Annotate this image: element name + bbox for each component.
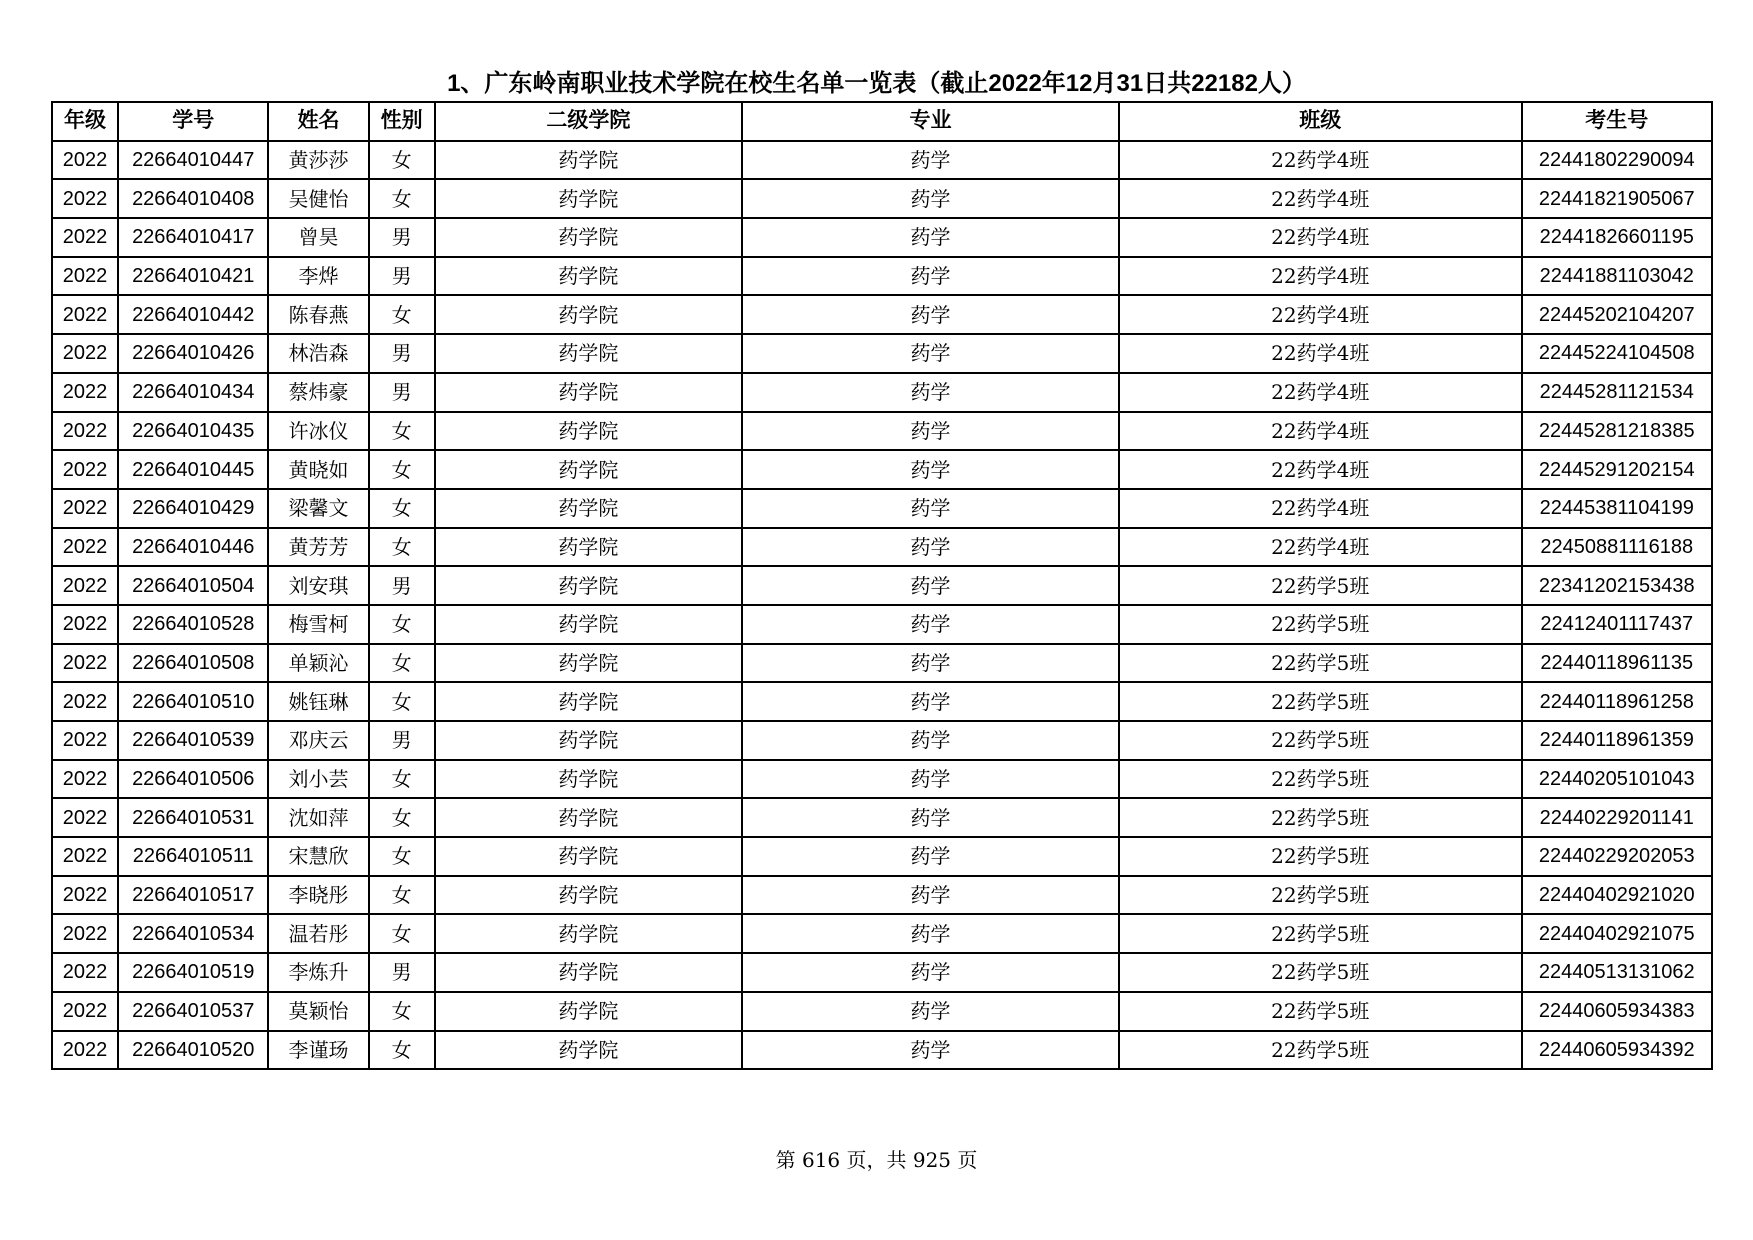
- table-row: [52, 1031, 1712, 1070]
- grade-cell: 2022: [52, 179, 118, 218]
- class-cell: 22药学5班: [1119, 837, 1522, 876]
- grade-cell: 2022: [52, 1031, 118, 1070]
- table-row: [52, 218, 1712, 257]
- gender-cell: 女: [369, 295, 435, 334]
- class-cell: 22药学5班: [1119, 682, 1522, 721]
- name-cell: 曾昊: [268, 218, 368, 257]
- gender-cell: 女: [369, 760, 435, 799]
- class-cell: 22药学5班: [1119, 721, 1522, 760]
- name-cell: 莫颖怡: [268, 992, 368, 1031]
- gender-cell: 男: [369, 218, 435, 257]
- gender-cell: 女: [369, 1031, 435, 1070]
- header-name: 姓名: [268, 102, 368, 141]
- exam-id-cell: 22445281218385: [1522, 412, 1712, 451]
- grade-cell: 2022: [52, 450, 118, 489]
- grade-cell: 2022: [52, 876, 118, 915]
- student-id-cell: 22664010426: [118, 334, 268, 373]
- class-cell: 22药学4班: [1119, 373, 1522, 412]
- exam-id-cell: 22445381104199: [1522, 489, 1712, 528]
- student-id-cell: 22664010435: [118, 412, 268, 451]
- table-row: [52, 179, 1712, 218]
- table-row: [52, 450, 1712, 489]
- header-major: 专业: [742, 102, 1119, 141]
- major-cell: 药学: [742, 528, 1119, 567]
- class-cell: 22药学5班: [1119, 992, 1522, 1031]
- name-cell: 刘小芸: [268, 760, 368, 799]
- major-cell: 药学: [742, 876, 1119, 915]
- exam-id-cell: 22441826601195: [1522, 218, 1712, 257]
- table-row: [52, 914, 1712, 953]
- name-cell: 李晓彤: [268, 876, 368, 915]
- class-cell: 22药学4班: [1119, 295, 1522, 334]
- college-cell: 药学院: [435, 953, 743, 992]
- gender-cell: 女: [369, 179, 435, 218]
- gender-cell: 女: [369, 682, 435, 721]
- college-cell: 药学院: [435, 412, 743, 451]
- exam-id-cell: 22445291202154: [1522, 450, 1712, 489]
- exam-id-cell: 22445281121534: [1522, 373, 1712, 412]
- table-row: [52, 295, 1712, 334]
- table-row: [52, 334, 1712, 373]
- exam-id-cell: 22450881116188: [1522, 528, 1712, 567]
- table-row: [52, 566, 1712, 605]
- student-id-cell: 22664010417: [118, 218, 268, 257]
- exam-id-cell: 22440205101043: [1522, 760, 1712, 799]
- gender-cell: 女: [369, 605, 435, 644]
- exam-id-cell: 22412401117437: [1522, 605, 1712, 644]
- exam-id-cell: 22440402921020: [1522, 876, 1712, 915]
- college-cell: 药学院: [435, 566, 743, 605]
- gender-cell: 女: [369, 528, 435, 567]
- major-cell: 药学: [742, 566, 1119, 605]
- college-cell: 药学院: [435, 837, 743, 876]
- grade-cell: 2022: [52, 798, 118, 837]
- major-cell: 药学: [742, 141, 1119, 180]
- grade-cell: 2022: [52, 257, 118, 296]
- gender-cell: 男: [369, 373, 435, 412]
- student-id-cell: 22664010520: [118, 1031, 268, 1070]
- major-cell: 药学: [742, 489, 1119, 528]
- major-cell: 药学: [742, 450, 1119, 489]
- table-row: [52, 141, 1712, 180]
- name-cell: 邓庆云: [268, 721, 368, 760]
- name-cell: 梅雪柯: [268, 605, 368, 644]
- gender-cell: 女: [369, 450, 435, 489]
- table-row: [52, 837, 1712, 876]
- name-cell: 单颖沁: [268, 644, 368, 683]
- student-id-cell: 22664010434: [118, 373, 268, 412]
- class-cell: 22药学5班: [1119, 953, 1522, 992]
- grade-cell: 2022: [52, 721, 118, 760]
- name-cell: 李谨玚: [268, 1031, 368, 1070]
- student-id-cell: 22664010539: [118, 721, 268, 760]
- page-footer: 第 616 页，共 925 页: [775, 1148, 978, 1172]
- exam-id-cell: 22440402921075: [1522, 914, 1712, 953]
- exam-id-cell: 22440118961135: [1522, 644, 1712, 683]
- name-cell: 温若彤: [268, 914, 368, 953]
- class-cell: 22药学4班: [1119, 528, 1522, 567]
- gender-cell: 男: [369, 334, 435, 373]
- name-cell: 吴健怡: [268, 179, 368, 218]
- major-cell: 药学: [742, 953, 1119, 992]
- grade-cell: 2022: [52, 760, 118, 799]
- class-cell: 22药学4班: [1119, 450, 1522, 489]
- exam-id-cell: 22440605934392: [1522, 1031, 1712, 1070]
- table-row: [52, 528, 1712, 567]
- table-row: [52, 257, 1712, 296]
- table-row: [52, 682, 1712, 721]
- class-cell: 22药学5班: [1119, 1031, 1522, 1070]
- class-cell: 22药学5班: [1119, 798, 1522, 837]
- header-class: 班级: [1119, 102, 1522, 141]
- grade-cell: 2022: [52, 373, 118, 412]
- college-cell: 药学院: [435, 489, 743, 528]
- header-grade: 年级: [52, 102, 118, 141]
- grade-cell: 2022: [52, 953, 118, 992]
- class-cell: 22药学5班: [1119, 644, 1522, 683]
- exam-id-cell: 22440605934383: [1522, 992, 1712, 1031]
- name-cell: 黄晓如: [268, 450, 368, 489]
- exam-id-cell: 22445202104207: [1522, 295, 1712, 334]
- class-cell: 22药学5班: [1119, 760, 1522, 799]
- header-exam-id: 考生号: [1522, 102, 1712, 141]
- table-row: [52, 953, 1712, 992]
- college-cell: 药学院: [435, 295, 743, 334]
- exam-id-cell: 22440229202053: [1522, 837, 1712, 876]
- student-id-cell: 22664010446: [118, 528, 268, 567]
- student-id-cell: 22664010508: [118, 644, 268, 683]
- grade-cell: 2022: [52, 528, 118, 567]
- student-id-cell: 22664010445: [118, 450, 268, 489]
- major-cell: 药学: [742, 837, 1119, 876]
- gender-cell: 女: [369, 412, 435, 451]
- major-cell: 药学: [742, 295, 1119, 334]
- gender-cell: 男: [369, 953, 435, 992]
- student-id-cell: 22664010537: [118, 992, 268, 1031]
- grade-cell: 2022: [52, 644, 118, 683]
- class-cell: 22药学4班: [1119, 141, 1522, 180]
- grade-cell: 2022: [52, 914, 118, 953]
- name-cell: 李烨: [268, 257, 368, 296]
- major-cell: 药学: [742, 914, 1119, 953]
- exam-id-cell: 22341202153438: [1522, 566, 1712, 605]
- header-student-id: 学号: [118, 102, 268, 141]
- grade-cell: 2022: [52, 992, 118, 1031]
- student-id-cell: 22664010429: [118, 489, 268, 528]
- student-id-cell: 22664010421: [118, 257, 268, 296]
- exam-id-cell: 22441821905067: [1522, 179, 1712, 218]
- gender-cell: 女: [369, 876, 435, 915]
- student-id-cell: 22664010519: [118, 953, 268, 992]
- header-gender: 性别: [369, 102, 435, 141]
- grade-cell: 2022: [52, 605, 118, 644]
- grade-cell: 2022: [52, 489, 118, 528]
- grade-cell: 2022: [52, 141, 118, 180]
- college-cell: 药学院: [435, 334, 743, 373]
- gender-cell: 女: [369, 141, 435, 180]
- name-cell: 刘安琪: [268, 566, 368, 605]
- student-id-cell: 22664010531: [118, 798, 268, 837]
- student-id-cell: 22664010511: [118, 837, 268, 876]
- class-cell: 22药学4班: [1119, 489, 1522, 528]
- name-cell: 林浩森: [268, 334, 368, 373]
- student-id-cell: 22664010408: [118, 179, 268, 218]
- major-cell: 药学: [742, 257, 1119, 296]
- table-row: [52, 605, 1712, 644]
- college-cell: 药学院: [435, 218, 743, 257]
- college-cell: 药学院: [435, 721, 743, 760]
- table-row: [52, 798, 1712, 837]
- table-row: [52, 992, 1712, 1031]
- college-cell: 药学院: [435, 373, 743, 412]
- student-id-cell: 22664010504: [118, 566, 268, 605]
- major-cell: 药学: [742, 1031, 1119, 1070]
- college-cell: 药学院: [435, 644, 743, 683]
- college-cell: 药学院: [435, 179, 743, 218]
- table-row: [52, 721, 1712, 760]
- student-id-cell: 22664010442: [118, 295, 268, 334]
- table-header-row: [52, 102, 1712, 141]
- table-body: [52, 141, 1712, 1070]
- student-id-cell: 22664010534: [118, 914, 268, 953]
- gender-cell: 女: [369, 798, 435, 837]
- exam-id-cell: 22440229201141: [1522, 798, 1712, 837]
- gender-cell: 男: [369, 257, 435, 296]
- exam-id-cell: 22440118961359: [1522, 721, 1712, 760]
- grade-cell: 2022: [52, 412, 118, 451]
- name-cell: 李炼升: [268, 953, 368, 992]
- gender-cell: 女: [369, 489, 435, 528]
- grade-cell: 2022: [52, 566, 118, 605]
- page-title: 1、广东岭南职业技术学院在校生名单一览表（截止2022年12月31日共22182人）: [447, 70, 1306, 97]
- college-cell: 药学院: [435, 450, 743, 489]
- college-cell: 药学院: [435, 141, 743, 180]
- gender-cell: 男: [369, 566, 435, 605]
- college-cell: 药学院: [435, 528, 743, 567]
- grade-cell: 2022: [52, 837, 118, 876]
- name-cell: 沈如萍: [268, 798, 368, 837]
- major-cell: 药学: [742, 682, 1119, 721]
- college-cell: 药学院: [435, 682, 743, 721]
- major-cell: 药学: [742, 218, 1119, 257]
- class-cell: 22药学5班: [1119, 914, 1522, 953]
- major-cell: 药学: [742, 412, 1119, 451]
- student-id-cell: 22664010506: [118, 760, 268, 799]
- class-cell: 22药学4班: [1119, 218, 1522, 257]
- major-cell: 药学: [742, 373, 1119, 412]
- table-row: [52, 876, 1712, 915]
- class-cell: 22药学4班: [1119, 334, 1522, 373]
- gender-cell: 女: [369, 992, 435, 1031]
- gender-cell: 女: [369, 914, 435, 953]
- table-row: [52, 760, 1712, 799]
- class-cell: 22药学5班: [1119, 605, 1522, 644]
- name-cell: 黄芳芳: [268, 528, 368, 567]
- college-cell: 药学院: [435, 914, 743, 953]
- exam-id-cell: 22440513131062: [1522, 953, 1712, 992]
- college-cell: 药学院: [435, 876, 743, 915]
- class-cell: 22药学4班: [1119, 257, 1522, 296]
- college-cell: 药学院: [435, 798, 743, 837]
- class-cell: 22药学5班: [1119, 876, 1522, 915]
- name-cell: 许冰仪: [268, 412, 368, 451]
- college-cell: 药学院: [435, 257, 743, 296]
- table-row: [52, 644, 1712, 683]
- major-cell: 药学: [742, 605, 1119, 644]
- major-cell: 药学: [742, 179, 1119, 218]
- exam-id-cell: 22441881103042: [1522, 257, 1712, 296]
- major-cell: 药学: [742, 334, 1119, 373]
- grade-cell: 2022: [52, 682, 118, 721]
- major-cell: 药学: [742, 992, 1119, 1031]
- class-cell: 22药学4班: [1119, 412, 1522, 451]
- table-row: [52, 373, 1712, 412]
- gender-cell: 男: [369, 721, 435, 760]
- grade-cell: 2022: [52, 218, 118, 257]
- name-cell: 蔡炜豪: [268, 373, 368, 412]
- student-table: [51, 101, 1713, 1070]
- name-cell: 梁馨文: [268, 489, 368, 528]
- name-cell: 陈春燕: [268, 295, 368, 334]
- student-id-cell: 22664010528: [118, 605, 268, 644]
- name-cell: 姚钰琳: [268, 682, 368, 721]
- grade-cell: 2022: [52, 334, 118, 373]
- college-cell: 药学院: [435, 1031, 743, 1070]
- header-college: 二级学院: [435, 102, 743, 141]
- major-cell: 药学: [742, 760, 1119, 799]
- student-id-cell: 22664010510: [118, 682, 268, 721]
- exam-id-cell: 22440118961258: [1522, 682, 1712, 721]
- grade-cell: 2022: [52, 295, 118, 334]
- major-cell: 药学: [742, 644, 1119, 683]
- name-cell: 黄莎莎: [268, 141, 368, 180]
- gender-cell: 女: [369, 644, 435, 683]
- class-cell: 22药学5班: [1119, 566, 1522, 605]
- college-cell: 药学院: [435, 992, 743, 1031]
- exam-id-cell: 22445224104508: [1522, 334, 1712, 373]
- college-cell: 药学院: [435, 605, 743, 644]
- student-id-cell: 22664010447: [118, 141, 268, 180]
- gender-cell: 女: [369, 837, 435, 876]
- class-cell: 22药学4班: [1119, 179, 1522, 218]
- major-cell: 药学: [742, 798, 1119, 837]
- student-id-cell: 22664010517: [118, 876, 268, 915]
- table-row: [52, 489, 1712, 528]
- table-row: [52, 412, 1712, 451]
- college-cell: 药学院: [435, 760, 743, 799]
- major-cell: 药学: [742, 721, 1119, 760]
- exam-id-cell: 22441802290094: [1522, 141, 1712, 180]
- name-cell: 宋慧欣: [268, 837, 368, 876]
